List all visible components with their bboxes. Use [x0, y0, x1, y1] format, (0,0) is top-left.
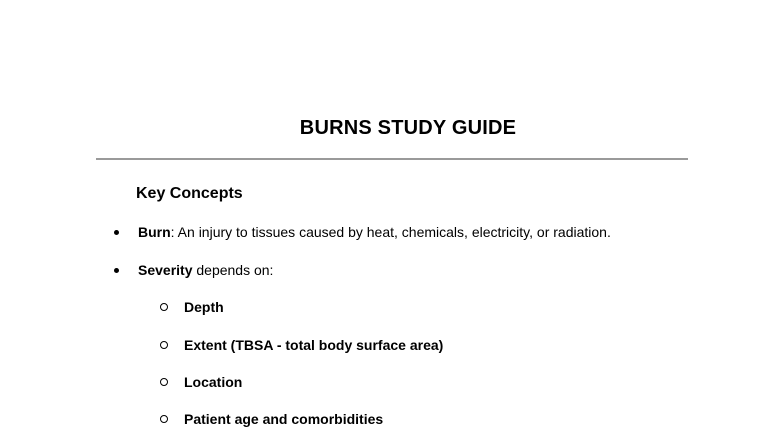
- list-item-burn: [114, 223, 611, 241]
- term-burn: Burn: [138, 224, 171, 240]
- definition-severity: depends on:: [192, 262, 274, 278]
- bullet-dot-icon: [114, 230, 119, 235]
- sub-item-label: Patient age and comorbidities: [184, 411, 384, 427]
- bullet-circle-icon: [160, 415, 168, 423]
- section-heading: Key Concepts: [136, 185, 243, 202]
- sub-list-item: [160, 373, 242, 391]
- title-divider: [96, 158, 688, 160]
- sub-item-label: Depth: [184, 299, 224, 315]
- bullet-circle-icon: [160, 303, 168, 311]
- sub-list-item: [160, 336, 443, 354]
- definition-burn: : An injury to tissues caused by heat, chemicals, electricity, or radiation.: [170, 224, 611, 240]
- sub-item-label: Extent (TBSA - total body surface area): [184, 337, 444, 353]
- sub-list-item: [160, 410, 383, 428]
- bullet-dot-icon: [114, 268, 119, 273]
- bullet-circle-icon: [160, 378, 168, 386]
- list-item-severity: [114, 261, 273, 279]
- term-severity: Severity: [138, 262, 193, 278]
- sub-item-label: Location: [184, 374, 243, 390]
- document-title: BURNS STUDY GUIDE: [299, 117, 517, 139]
- bullet-circle-icon: [160, 341, 168, 349]
- sub-list-item: [160, 298, 224, 316]
